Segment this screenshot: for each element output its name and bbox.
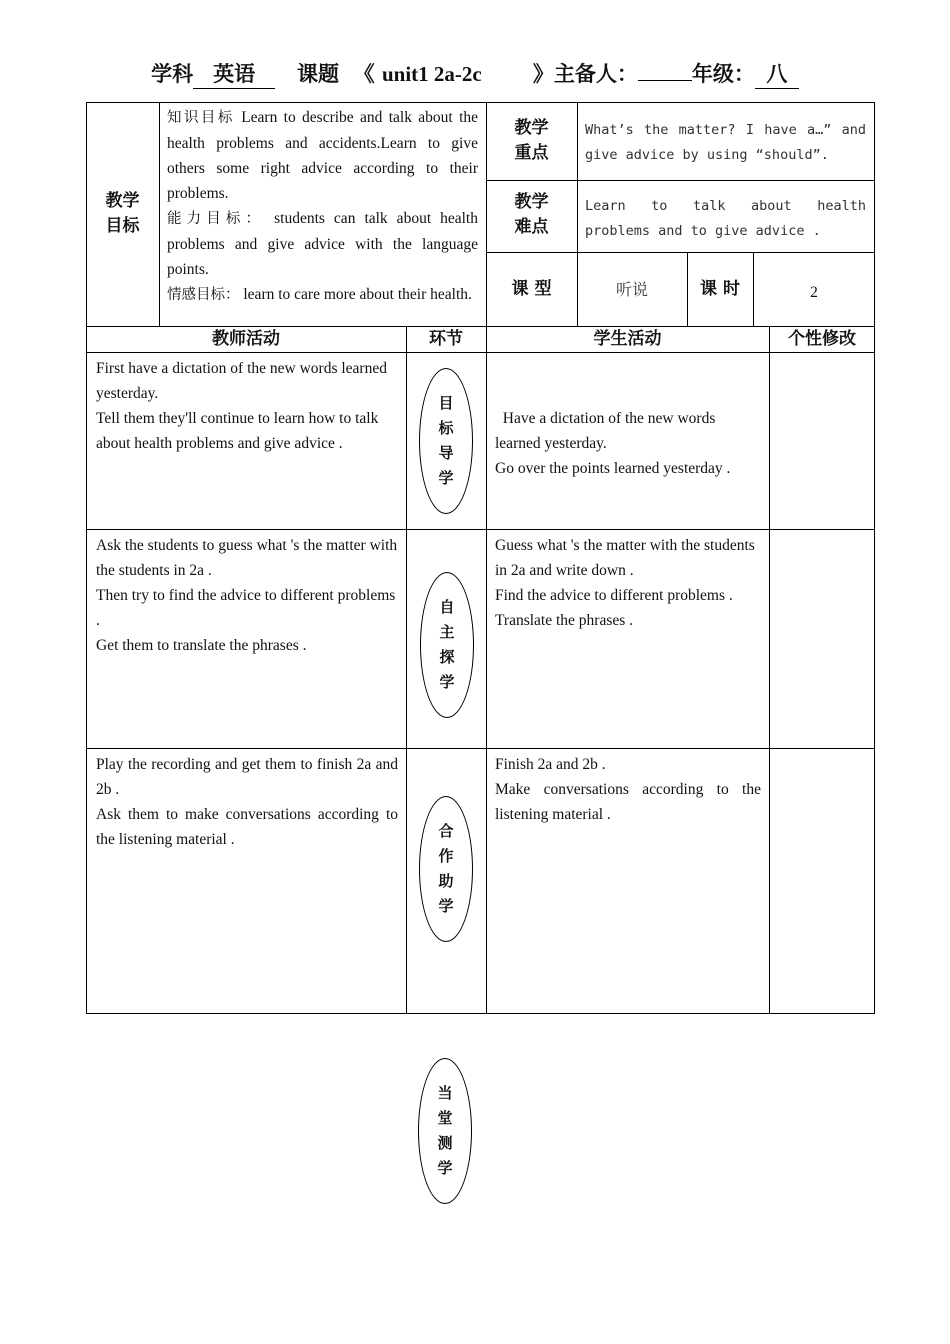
key-points-label: 教学 重点 xyxy=(514,118,549,163)
goals-content xyxy=(167,105,478,308)
topic-value: unit1 2a-2c xyxy=(381,62,482,86)
goal-knowledge-text: Learn to describe and talk about the health problems and accidents.Learn to give others some right advice according to their problems. xyxy=(167,109,479,202)
stage-oval-3: 合 作 助 学 xyxy=(419,796,473,942)
student-activity-row-2: Guess what 's the matter with the students in 2a and write down . Find the advice to different problems . Translate the phrases . xyxy=(495,537,755,629)
grade-value: 八 xyxy=(755,58,799,89)
topic-label: 课题 xyxy=(297,62,340,86)
topic-open-bracket: 《 xyxy=(353,62,375,86)
column-header-student: 学生活动 xyxy=(593,329,662,349)
key-points-text: What’s the matter? I have a…” and give advice by using “should”. xyxy=(585,122,866,163)
teacher-activity-row-1: First have a dictation of the new words learned yesterday. Tell them they'll continue to learn how to talk about health problems and give advice . xyxy=(96,360,387,452)
stage-oval-1: 目 标 导 学 xyxy=(419,368,473,514)
subject-label: 学科 xyxy=(151,62,194,86)
column-header-teacher: 教师活动 xyxy=(212,329,280,349)
teacher-activity-row-2: Ask the students to guess what 's the matter with the students in 2a . Then try to find the advice to different problems . Get them to translate the phrases . xyxy=(96,537,398,654)
topic-close-bracket: 》 xyxy=(532,62,554,86)
goal-emotion-label: 情感目标： xyxy=(167,287,240,303)
period-label: 课 时 xyxy=(700,279,740,299)
document-title xyxy=(0,58,950,89)
class-type-value: 听说 xyxy=(615,280,648,299)
goals-label: 教学 目标 xyxy=(105,191,140,236)
preparer-label: 主备人： xyxy=(553,62,638,86)
column-header-personal: 个性修改 xyxy=(788,329,856,349)
subject-value: 英语 xyxy=(193,58,275,89)
preparer-value xyxy=(638,80,692,81)
stage-oval-2: 自 主 探 学 xyxy=(420,572,474,718)
period-value: 2 xyxy=(810,284,818,301)
goal-emotion-text: learn to care more about their health. xyxy=(243,286,472,303)
column-header-stage: 环节 xyxy=(429,329,463,349)
stage-oval-4: 当 堂 测 学 xyxy=(418,1058,472,1204)
goal-ability-label: 能力目标： xyxy=(167,211,266,227)
goal-knowledge-label: 知识目标 xyxy=(167,110,235,126)
difficult-points-label: 教学 难点 xyxy=(514,192,549,237)
difficult-points-text: Learn to talk about health problems and to give advice . xyxy=(585,198,866,239)
teacher-activity-row-3: Play the recording and get them to finish 2a and 2b . Ask them to make conversations according to the listening material . xyxy=(96,756,398,848)
student-activity-row-1: Have a dictation of the new words learned yesterday. Go over the points learned yesterday . xyxy=(495,410,731,477)
grade-label: 年级： xyxy=(691,62,755,86)
class-type-label: 课 型 xyxy=(511,279,552,299)
student-activity-row-3: Finish 2a and 2b . Make conversations according to the listening material . xyxy=(495,756,761,823)
goal-ability-text: students can talk about health problems and give advice with the language points. xyxy=(167,210,478,278)
